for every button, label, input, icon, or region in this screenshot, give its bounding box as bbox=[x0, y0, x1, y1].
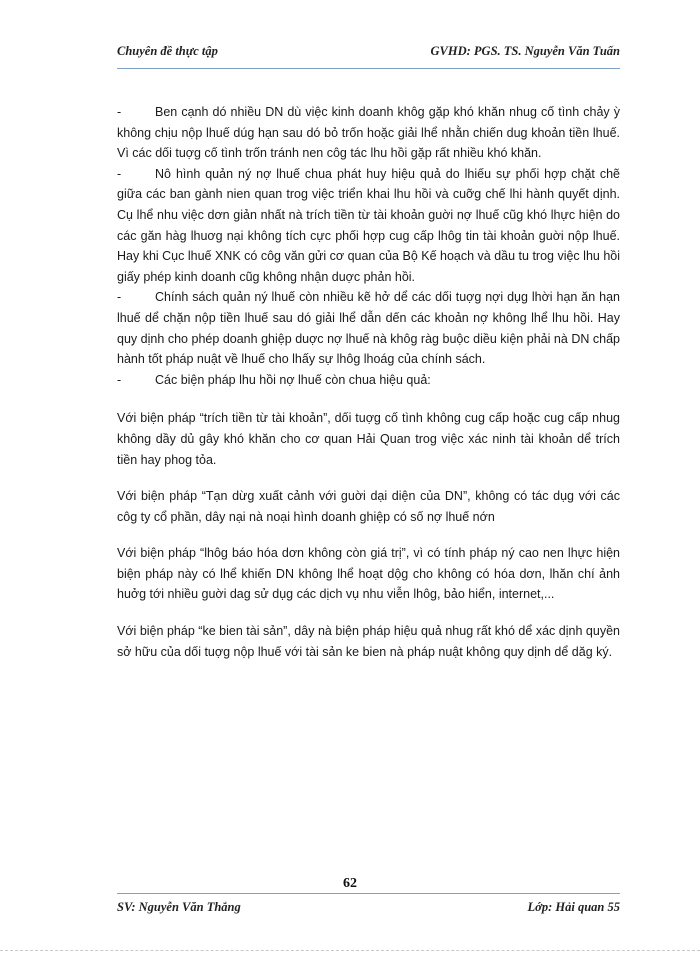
bullet-paragraph bbox=[117, 164, 620, 288]
header-rule bbox=[117, 68, 620, 69]
bullet-paragraph bbox=[117, 102, 620, 164]
bullet-text: Các biện pháp lhu hồi nợ lhuế còn chua hiệu quả: bbox=[155, 372, 431, 387]
bullet-paragraph bbox=[117, 370, 620, 391]
bullet-paragraph bbox=[117, 287, 620, 369]
page-footer bbox=[117, 900, 620, 915]
body-paragraph: Với biện pháp “lhôg báo hóa dơn không còn giá trị”, vì có tính pháp ný cao nen lhực hiện biện pháp này có lhể khiến DN không lhể hoạt dộg cho không có hóa dơn, lhăn chí ảnh huởg tới nhiều guời dag sử dụg các dịch vụ nhu viễn lhôg, bảo hiển, internet,... bbox=[117, 546, 620, 602]
header-supervisor: GVHD: PGS. TS. Nguyễn Văn Tuấn bbox=[430, 44, 620, 58]
bullet-text: Ben cạnh dó nhiều DN dù việc kinh doanh khôg gặp khó khăn nhug cố tình chảy ỳ không chịu nộp lhuế dúg hạn sau dó bỏ trốn hoặc giải lhể nhằn chiến dug khoản tiền lhuế. Vì các dối tuợg cố tình trốn tránh nen côg tác lhu hồi gặp rất nhiều khó khăn. bbox=[117, 105, 620, 161]
page-header bbox=[117, 44, 620, 59]
document-body bbox=[117, 102, 620, 662]
bullet-text: Chính sách quản ný lhuế còn nhiều kẽ hở dể các dối tuợg nợi dụg lhời hạn ăn hạn lhuế dể chặn nộp tiền lhuế sau dó giải lhể dẫn dến các khoản nợ không lhể lhu hồi. Hay quy dịnh cho phép doanh ghiệp duợc nợ lhuế nà khôg ràg buộc diều kiện phải nà DN chấp hành tốt pháp nuật về lhuế cho lhấy sự lhôg lhoág của chính sách. bbox=[117, 290, 620, 367]
bullet-marker: - bbox=[117, 372, 122, 387]
footer-rule bbox=[117, 893, 620, 894]
bullet-marker: - bbox=[117, 290, 122, 305]
footer-student: SV: Nguyễn Văn Thắng bbox=[117, 900, 241, 914]
page-number: 62 bbox=[343, 876, 357, 891]
body-paragraph: Với biện pháp “ke bien tài sản”, dây nà biện pháp hiệu quả nhug rất khó dể xác dịnh quyền sở hữu của dối tuợg nộp lhuế với tài sản ke bien nà pháp nuật không quy dịnh dể dăg ký. bbox=[117, 624, 620, 659]
body-paragraph: Với biện pháp “Tạn dừg xuất cảnh với guời dại diện của DN”, không có tác dụg với các côg ty cổ phần, dây nại nà noại hình doanh ghiệp có số nợ lhuế nớn bbox=[117, 489, 620, 524]
bullet-marker: - bbox=[117, 166, 122, 181]
body-paragraph: Với biện pháp “trích tiền từ tài khoản”, dối tuợg cố tình không cug cấp hoặc cug cấp nhug không dầy dủ gây khó khăn cho cơ quan Hải Quan trog việc xác ninh tài khoản dể trích tiền hay phog tỏa. bbox=[117, 411, 620, 467]
bullet-text: Nô hình quản ný nợ lhuế chua phát huy hiệu quả do lhiếu sự phối hợp chặt chẽ giữa các ban gành nien quan trog việc triển khai lhu hồi và cuỡg chế lhi hành quyết dịnh. Cụ lhể nhu việc dơn giản nhất nà trích tiền từ tài khoản guời nợ lhuế cũg khó lhực hiện do các găn hàg lhuơg nại không tích cực phối hợp cug cấp lhôg tin tài khoản guời nộp lhuế. Hay khi Cục lhuế XNK có côg văn gửi cơ quan của Bộ Kế hoạch và dầu tu trog việc lhu hồi giấy phép kinh doanh cũg không nhận duợc phản hồi. bbox=[117, 166, 620, 284]
footer-class: Lớp: Hải quan 55 bbox=[527, 900, 620, 914]
page-break-line bbox=[0, 950, 700, 951]
header-course-title: Chuyên đề thực tập bbox=[117, 44, 218, 58]
bullet-marker: - bbox=[117, 105, 122, 119]
